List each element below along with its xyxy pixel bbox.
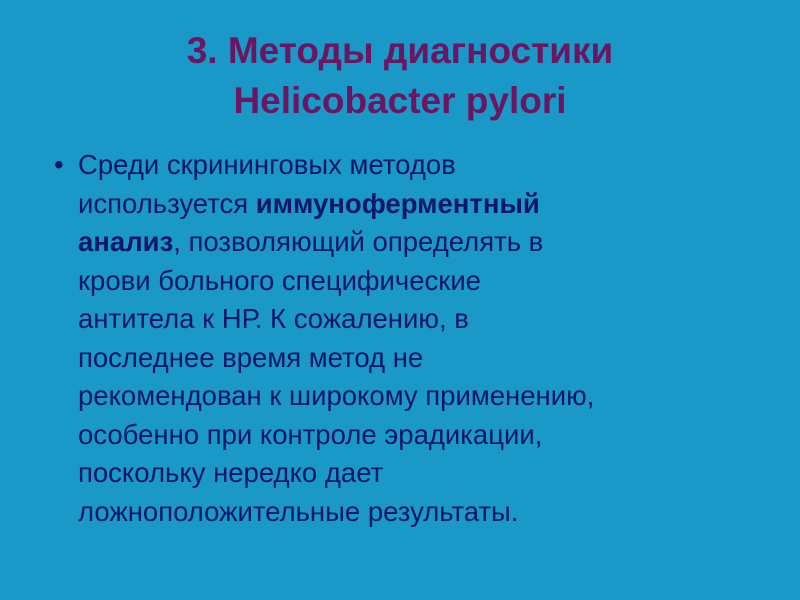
list-item — [50, 146, 750, 531]
body-line-3 — [78, 223, 750, 262]
body-line-10: ложноположительные результаты. — [78, 495, 519, 527]
body-line-9: поскольку нередко дает — [78, 457, 384, 488]
title-line-1: 3. Методы диагностики — [186, 30, 614, 71]
body-text-plain: , позволяющий определять в — [173, 226, 544, 257]
title-line-2: Helicobacter pylori — [233, 80, 567, 121]
body-line-5: антитела к НР. К сожалению, в — [78, 303, 469, 334]
body-line-8: особенно при контроле эрадикации, — [78, 418, 543, 450]
body-text-plain: используется — [78, 187, 256, 219]
bullet-text — [78, 146, 750, 531]
body-text-bold: анализ — [78, 226, 174, 257]
body-line-6: последнее время метод не — [78, 341, 424, 373]
body-line-7: рекомендован к широкому применению, — [78, 380, 595, 411]
bullet-list — [50, 146, 750, 531]
slide-title — [40, 26, 760, 126]
bullet-dot-icon: • — [54, 149, 64, 180]
body-line-1: Среди скрининговых методов — [78, 149, 456, 180]
body-text-bold: иммуноферментный — [255, 187, 540, 219]
body-line-2 — [78, 185, 750, 224]
body-line-4: крови больного специфические — [78, 264, 481, 296]
